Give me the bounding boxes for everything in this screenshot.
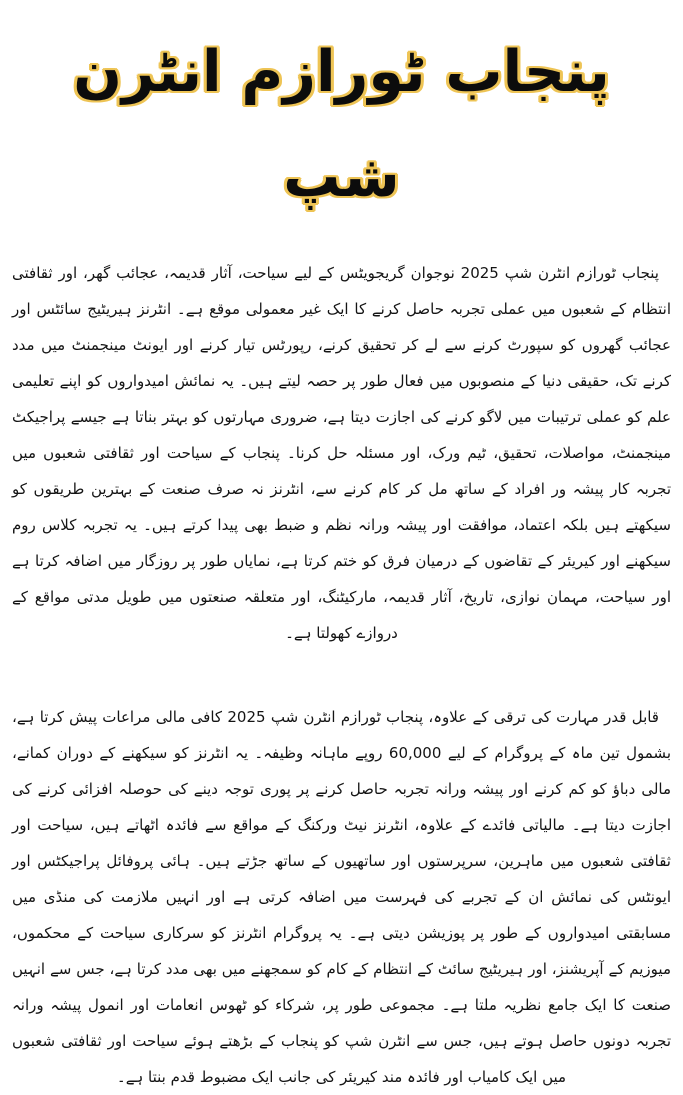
paragraph-stipend-benefits: قابل قدر مہارت کی ترقی کے علاوہ، پنجاب ٹورازم انٹرن شپ 2025 کافی مالی مراعات پیش کرتا ہے، بشمول تین ماہ کے پروگرام کے لیے 60,000 روپے ماہانہ وظیفہ۔ یہ انٹرنز کو سیکھنے کے دوران کمانے، مالی دباؤ کو کم کرنے اور پیشہ ورانہ تجربہ حاصل کرنے پر پوری توجہ دینے کی حوصلہ افزائی کرنے کی اجازت دیتا ہے۔ مالیاتی فائدے کے علاوہ، انٹرنز نیٹ ورکنگ کے مواقع سے فائدہ اٹھاتے ہیں، سیاحت اور ثقافتی شعبوں میں ماہرین، سرپرستوں اور ساتھیوں کے ساتھ جڑتے ہیں۔ ہائی پروفائل پراجیکٹس اور ایونٹس کی نمائش ان کے تجربے کی فہرست میں اضافہ کرتی ہے اور انہیں ملازمت کی منڈی میں مسابقتی امیدواروں کے طور پر پوزیشن دیتی ہے۔ یہ پروگرام انٹرنز کو سرکاری سیاحت کے محکموں، میوزیم کے آپریشنز، اور ہیریٹیج سائٹ کے انتظام کے کام کو سمجھنے میں بھی مدد کرتا ہے، جس سے انہیں صنعت کا ایک جامع نظریہ ملتا ہے۔ مجموعی طور پر، شرکاء کو ٹھوس انعامات اور انمول پیشہ ورانہ تجربہ دونوں حاصل ہوتے ہیں، جس سے انٹرن شپ کو پنجاب کے بڑھتے ہوئے سیاحت اور ثقافتی شعبوں میں ایک کامیاب اور فائدہ مند کیریئر کی جانب ایک مضبوط قدم بنتا ہے۔	[12, 707, 671, 1086]
article-body	[10, 255, 673, 1095]
paragraph-internship-overview: پنجاب ٹورازم انٹرن شپ 2025 نوجوان گریجویٹس کے لیے سیاحت، آثار قدیمہ، عجائب گھر، اور ثقافتی انتظام کے شعبوں میں عملی تجربہ حاصل کرنے کا ایک غیر معمولی موقع ہے۔ انٹرنز ہیریٹیج سائٹس اور عجائب گھروں کو سپورٹ کرنے سے لے کر تحقیق کرنے، رپورٹس تیار کرنے اور ایونٹ مینجمنٹ میں مدد کرنے تک، حقیقی دنیا کے منصوبوں میں فعال طور پر حصہ لیتے ہیں۔ یہ نمائش امیدواروں کو اپنے تعلیمی علم کو عملی ترتیبات میں لاگو کرنے کی اجازت دیتا ہے، ضروری مہارتوں کو بہتر بناتا ہے جیسے پراجیکٹ مینجمنٹ، مواصلات، تحقیق، ٹیم ورک، اور مسئلہ حل کرنا۔ پنجاب کے سیاحت اور ثقافتی شعبوں میں تجربہ کار پیشہ ور افراد کے ساتھ مل کر کام کرنے سے، انٹرنز نہ صرف صنعت کے بہترین طریقوں کو سیکھتے ہیں بلکہ اعتماد، موافقت اور پیشہ ورانہ نظم و ضبط بھی پیدا کرتے ہیں۔ یہ تجربہ کلاس روم سیکھنے اور کیریئر کے تقاضوں کے درمیان فرق کو ختم کرتا ہے، نمایاں طور پر روزگار میں اضافہ کرتا ہے اور سیاحت، مہمان نوازی، تاریخ، آثار قدیمہ، مارکیٹنگ، اور متعلقہ صنعتوں میں طویل مدتی مواقع کے دروازے کھولتا ہے۔	[12, 263, 671, 642]
page-title: پنجاب ٹورازم انٹرن شپ	[73, 39, 610, 211]
